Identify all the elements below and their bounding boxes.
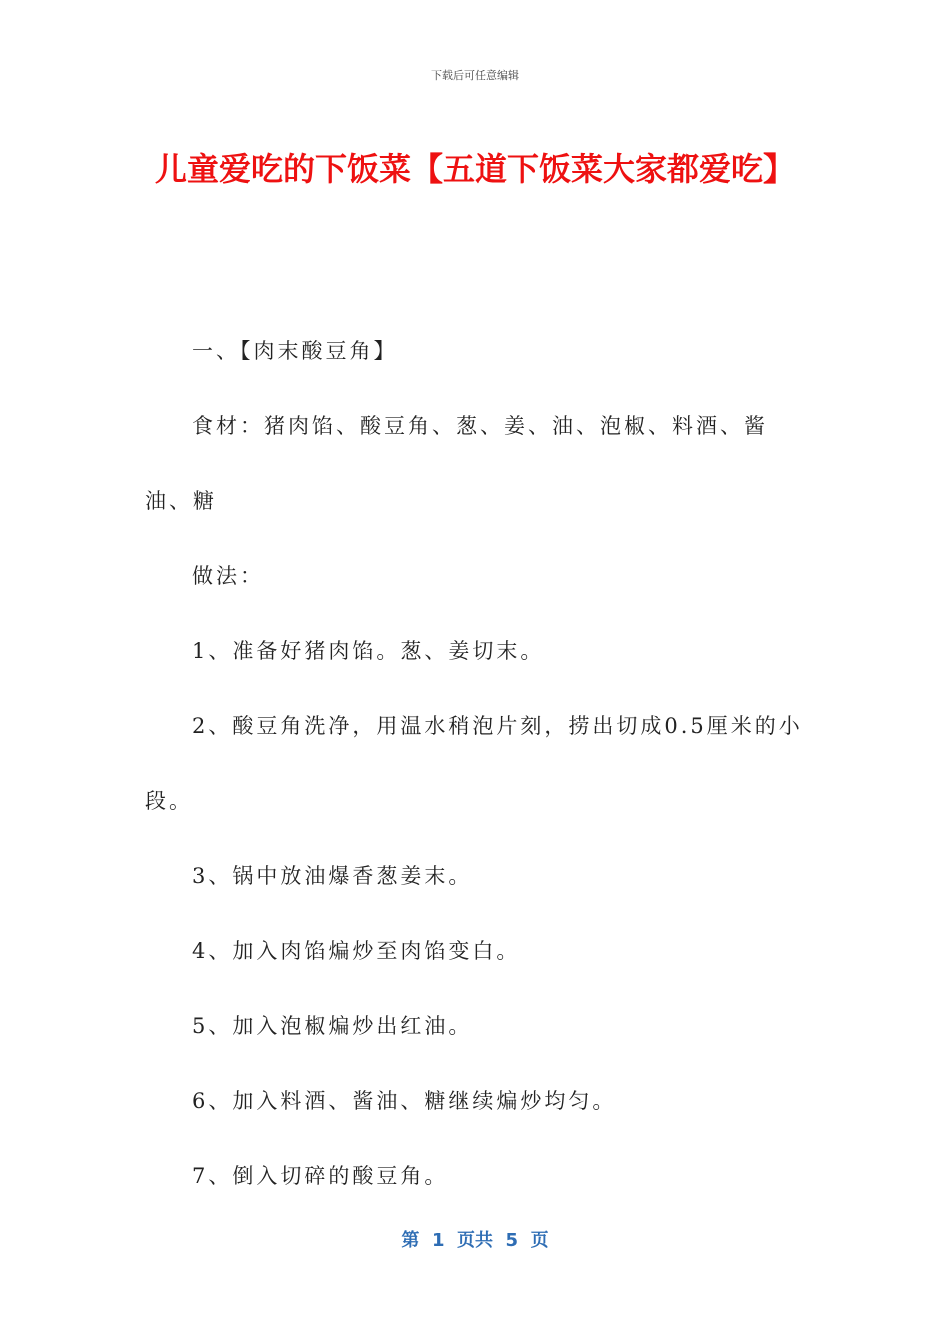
ingredients-paragraph: 食材：猪肉馅、酸豆角、葱、姜、油、泡椒、料酒、酱油、糖 [145,414,768,513]
page-number-footer: 第 1 页共 5 页 [401,1230,549,1251]
step-paragraph: 5、加入泡椒煸炒出红油。 [192,1014,473,1038]
step-paragraph: 2、酸豆角洗净，用温水稍泡片刻，捞出切成0.5厘米的小段。 [145,714,803,813]
step-paragraph: 6、加入料酒、酱油、糖继续煸炒均匀。 [192,1089,617,1113]
page-header-note: 下载后可任意编辑 [431,69,519,82]
step-paragraph: 1、准备好猪肉馅。葱、姜切末。 [192,639,545,663]
document-title: 儿童爱吃的下饭菜【五道下饭菜大家都爱吃】 [154,150,795,188]
step-paragraph: 7、倒入切碎的酸豆角。 [192,1164,449,1188]
step-paragraph: 4、加入肉馅煸炒至肉馅变白。 [192,939,521,963]
section-heading: 一、【肉末酸豆角】 [192,339,398,363]
method-label: 做法： [192,564,264,588]
step-paragraph: 3、锅中放油爆香葱姜末。 [192,864,473,888]
document-body [145,314,810,1214]
